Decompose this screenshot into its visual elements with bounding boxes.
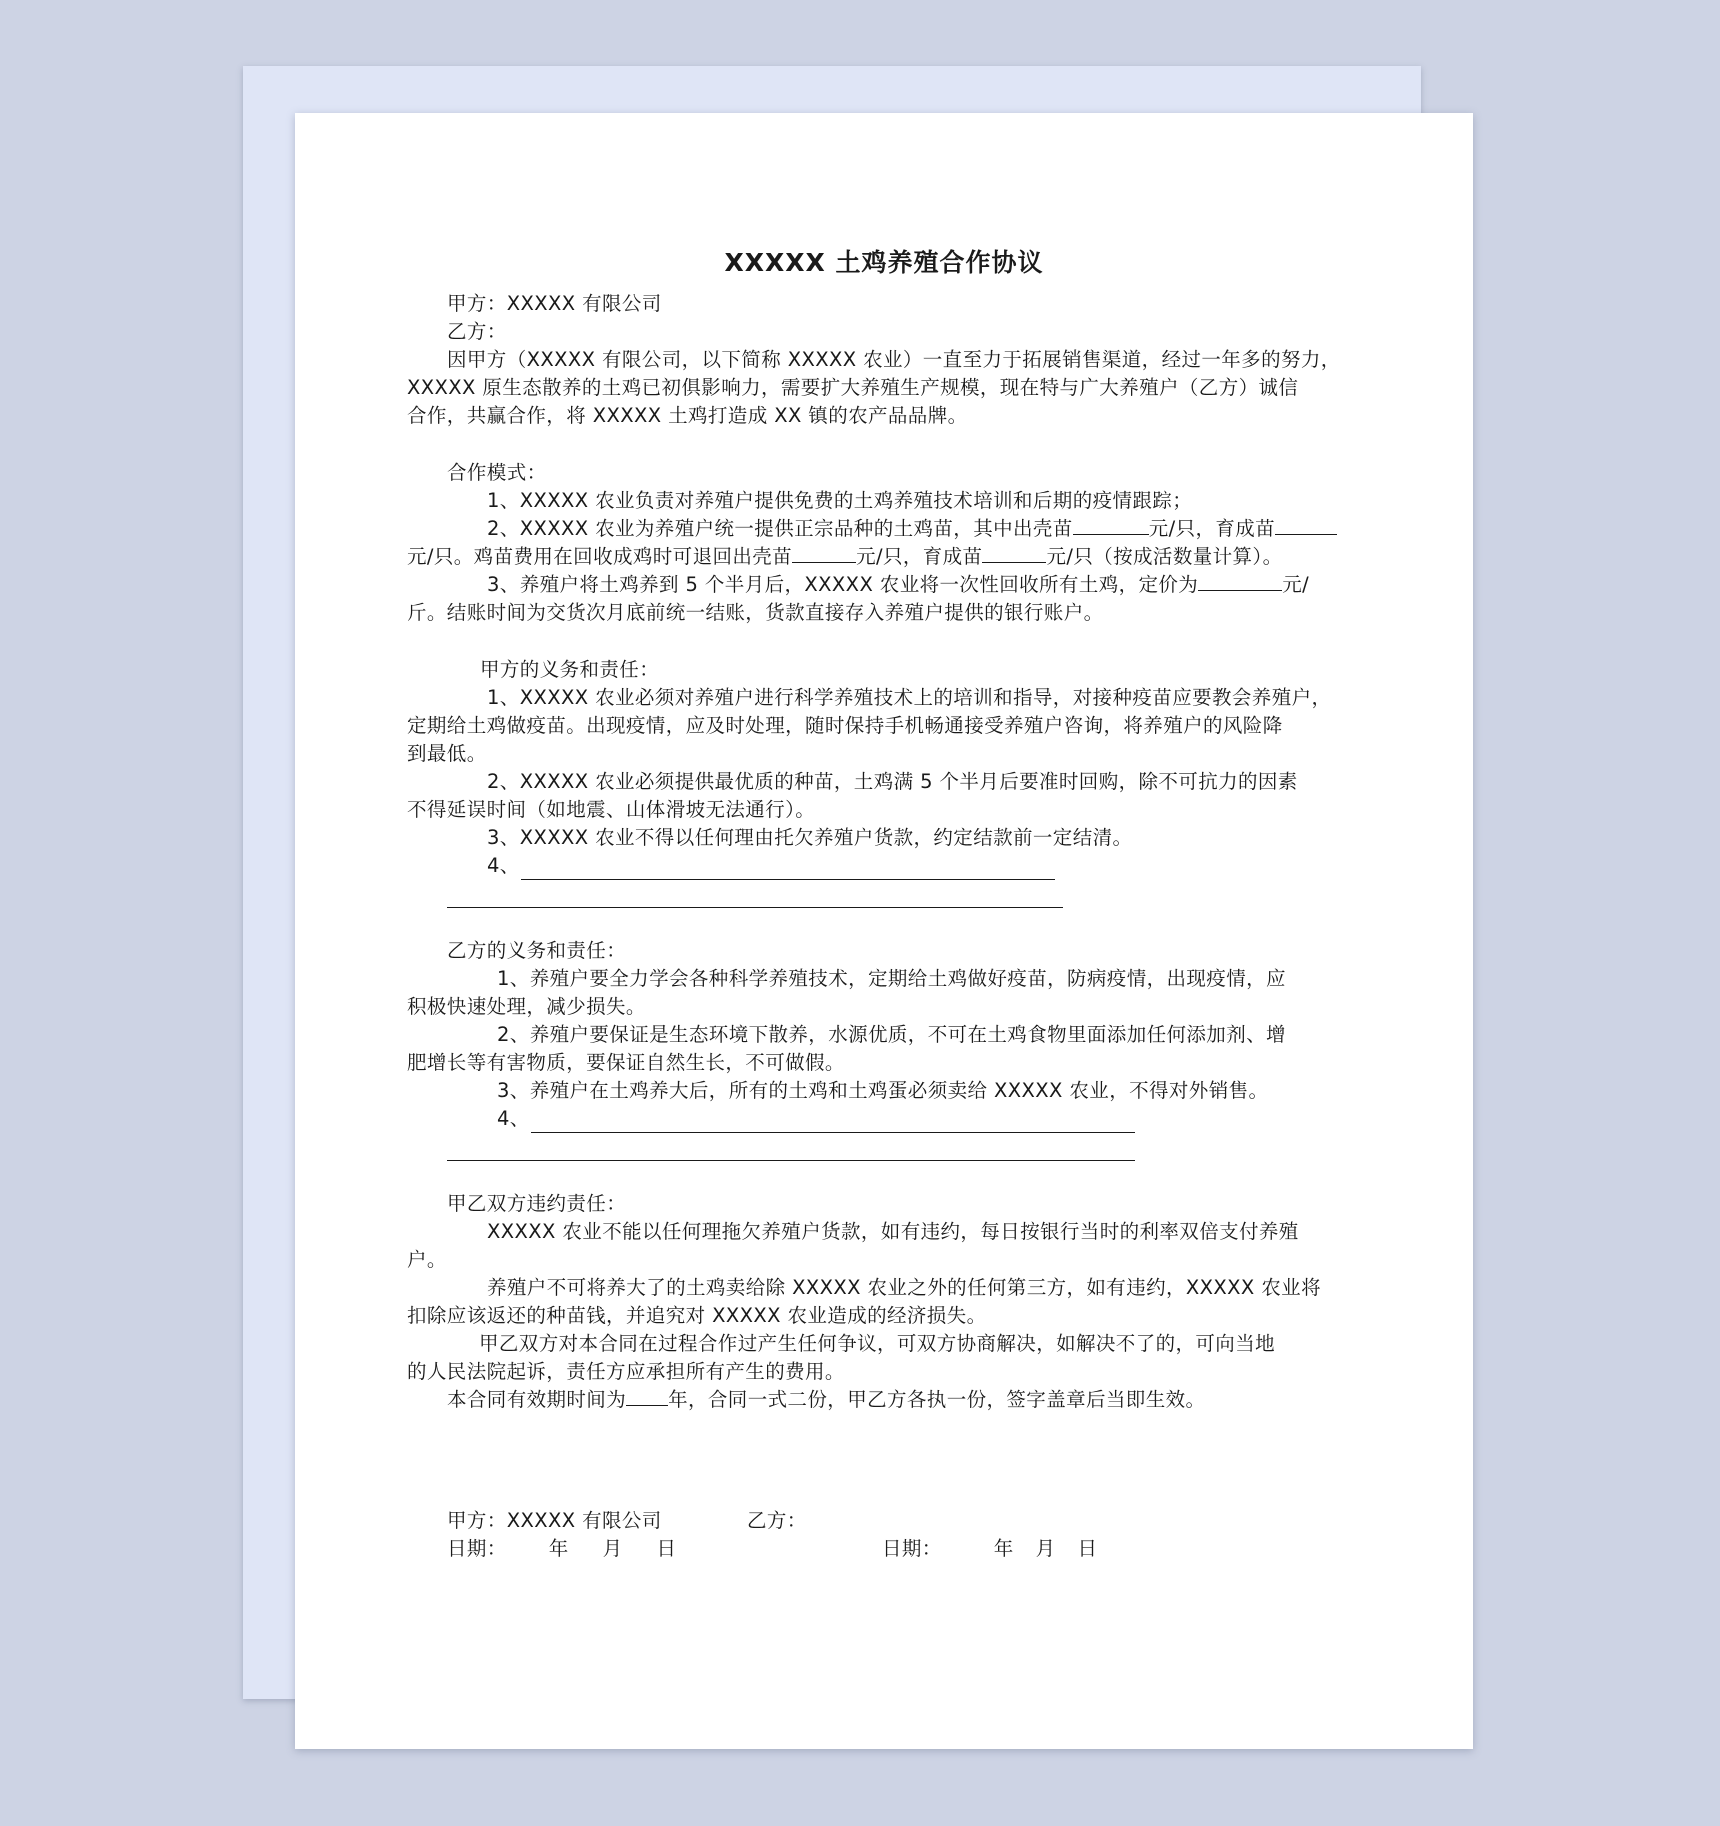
party-b-line: 乙方： [447,320,507,343]
date-b-month: 月 [1035,1537,1056,1560]
party-a-line: 甲方：XXXXX 有限公司 [447,292,662,315]
intro-line-3: 合作，共赢合作，将 XXXXX 土鸡打造成 XX 镇的农产品品牌。 [407,404,968,427]
date-a-month: 月 [602,1537,623,1560]
intro-line-1: 因甲方（XXXXX 有限公司，以下简称 XXXXX 农业）一直至力于拓展销售渠道，经过一年多的努力， [447,348,1341,371]
date-a-day: 日 [656,1537,677,1560]
date-b-label: 日期： [882,1537,942,1560]
party-b-duty-4-fill-line-2 [447,1160,1135,1161]
validity-text-b: 年，合同一式二份，甲乙方各执一份，签字盖章后当即生效。 [668,1388,1206,1411]
breach-p3-line-1: 甲乙双方对本合同在过程合作过产生任何争议，可双方协商解决，如解决不了的，可向当地 [479,1332,1276,1355]
party-b-duty-1-line-2: 积极快速处理，减少损失。 [407,995,646,1018]
purchase-price-blank [1198,572,1282,591]
signature-party-a: 甲方：XXXXX 有限公司 [447,1509,662,1532]
mode-item-2-text-d: 元/只，育成苗 [856,545,983,568]
party-a-duty-1-line-1: 1、XXXXX 农业必须对养殖户进行科学养殖技术上的培训和指导，对接种疫苗应要教会养殖户， [487,686,1332,709]
mode-item-3-line-2: 斤。结账时间为交货次月底前统一结账，货款直接存入养殖户提供的银行账户。 [407,601,1104,624]
party-a-duty-1-line-2: 定期给土鸡做疫苗。出现疫情，应及时处理，随时保持手机畅通接受养殖户咨询，将养殖户的风险降 [407,714,1283,737]
party-a-duty-3: 3、XXXXX 农业不得以任何理由托欠养殖户货款，约定结款前一定结清。 [487,826,1133,849]
signature-party-b: 乙方： [747,1509,807,1532]
date-a-label: 日期： [447,1537,507,1560]
mode-item-3-text-b: 元/ [1282,573,1310,596]
breach-p1-line-1: XXXXX 农业不能以任何理拖欠养殖户货款，如有违约，每日按银行当时的利率双倍支付养殖 [487,1220,1299,1243]
breach-p3-line-2: 的人民法院起诉，责任方应承担所有产生的费用。 [407,1360,845,1383]
validity-years-blank [626,1387,668,1406]
mode-item-2-text-b: 元/只，育成苗 [1148,517,1276,540]
party-a-duty-1-line-3: 到最低。 [407,742,487,765]
refund-blank-grown [982,544,1046,563]
party-b-duty-4: 4、 [497,1107,530,1130]
mode-item-1: 1、XXXXX 农业负责对养殖户提供免费的土鸡养殖技术培训和后期的疫情跟踪； [487,489,1193,512]
validity-line [447,1387,1205,1413]
party-b-duty-4-fill-line-1 [531,1132,1135,1133]
breach-p2-line-1: 养殖户不可将养大了的土鸡卖给除 XXXXX 农业之外的任何第三方，如有违约，XXXXX 农业将 [487,1276,1321,1299]
party-b-duty-3: 3、养殖户在土鸡养大后，所有的土鸡和土鸡蛋必须卖给 XXXXX 农业，不得对外销售。 [497,1079,1269,1102]
mode-item-2-text-e: 元/只（按成活数量计算）。 [1046,545,1283,568]
party-a-duty-2-line-1: 2、XXXXX 农业必须提供最优质的种苗，土鸡满 5 个半月后要准时回购，除不可抗力的因素 [487,770,1298,793]
mode-item-2-text-c: 元/只。鸡苗费用在回收成鸡时可退回出壳苗 [407,545,793,568]
document-title: XXXXX 土鸡养殖合作协议 [724,248,1044,277]
mode-item-2-line-2 [407,544,1282,570]
date-a-year: 年 [548,1537,569,1560]
intro-line-2: XXXXX 原生态散养的土鸡已初俱影响力，需要扩大养殖生产规模，现在特与广大养殖户（乙方）诚信 [407,376,1299,399]
validity-text-a: 本合同有效期时间为 [447,1388,627,1411]
mode-item-2-text-a: 2、XXXXX 农业为养殖户统一提供正宗品种的土鸡苗，其中出壳苗 [487,517,1073,540]
party-b-duty-1-line-1: 1、养殖户要全力学会各种科学养殖技术，定期给土鸡做好疫苗，防病疫情，出现疫情，应 [497,967,1286,990]
party-a-duty-4-fill-line-2 [447,907,1063,908]
breach-p1-line-2: 户。 [407,1248,447,1271]
party-a-duties-heading: 甲方的义务和责任： [480,658,660,681]
date-b-year: 年 [993,1537,1014,1560]
document-page [295,113,1473,1749]
signature-date-a [447,1536,676,1562]
refund-blank-chick [792,544,856,563]
price-blank-chick [1073,516,1149,535]
breach-p2-line-2: 扣除应该返还的种苗钱，并追究对 XXXXX 农业造成的经济损失。 [407,1304,987,1327]
party-a-duty-4: 4、 [487,854,520,877]
date-b-day: 日 [1077,1537,1098,1560]
party-b-duty-2-line-1: 2、养殖户要保证是生态环境下散养，水源优质，不可在土鸡食物里面添加任何添加剂、增 [497,1023,1286,1046]
breach-heading: 甲乙双方违约责任： [447,1192,627,1215]
agreement-document [295,113,1473,1749]
party-a-duty-2-line-2: 不得延误时间（如地震、山体滑坡无法通行）。 [407,798,816,821]
signature-date-b [882,1536,1097,1562]
price-blank-grown [1275,516,1337,535]
party-a-duty-4-fill-line-1 [521,879,1055,880]
mode-item-2-line-1 [487,516,1337,542]
mode-heading: 合作模式： [447,461,547,484]
mode-item-3-line-1 [487,572,1309,598]
party-b-duty-2-line-2: 肥增长等有害物质，要保证自然生长，不可做假。 [407,1051,845,1074]
party-b-duties-heading: 乙方的义务和责任： [447,939,627,962]
mode-item-3-text-a: 3、养殖户将土鸡养到 5 个半月后，XXXXX 农业将一次性回收所有土鸡，定价为 [487,573,1199,596]
